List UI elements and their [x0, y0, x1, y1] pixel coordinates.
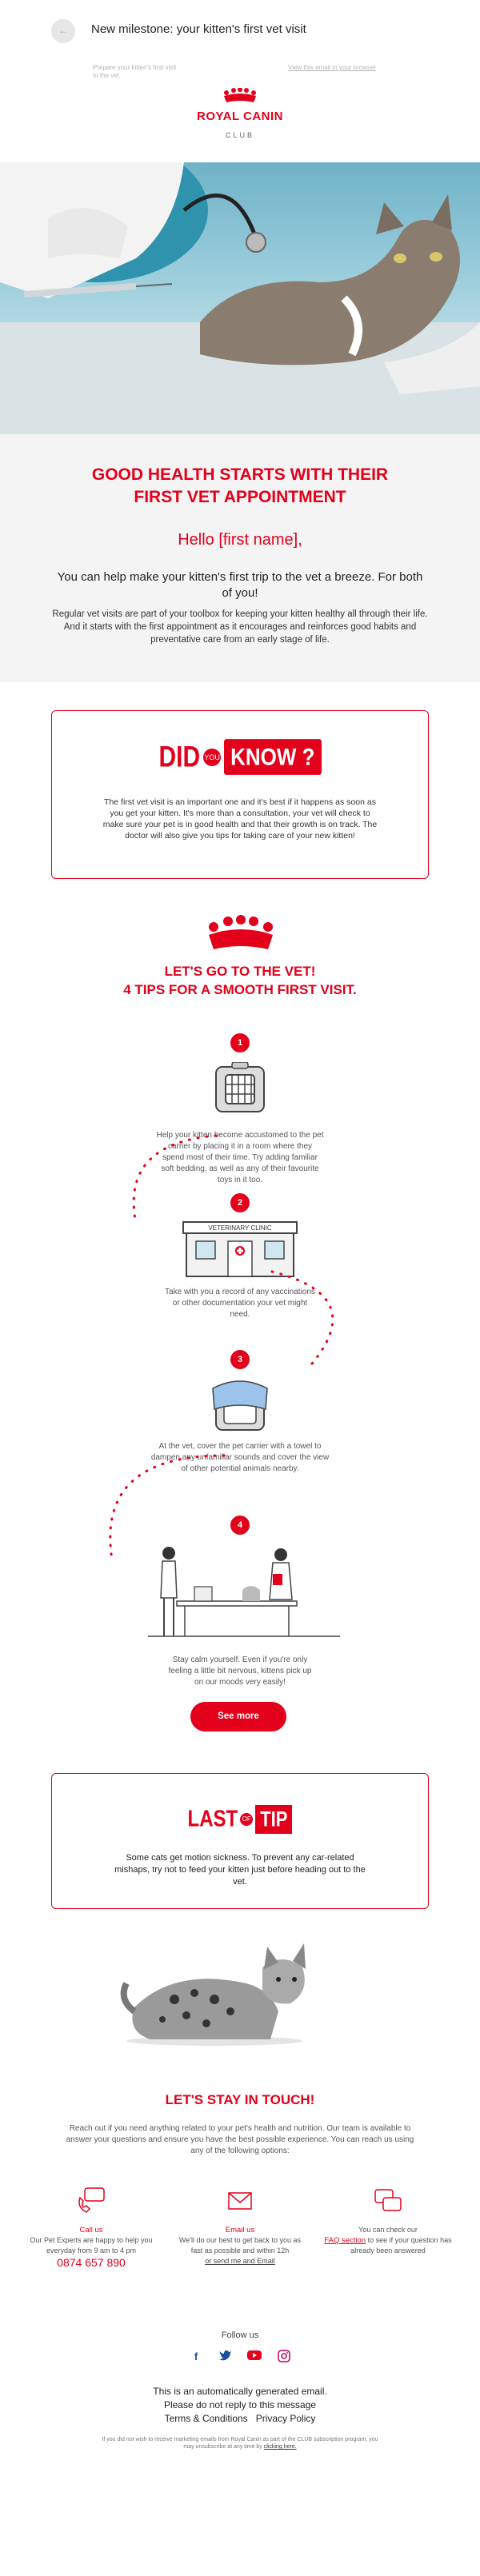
footer-line1: This is an automatically generated email. [153, 2386, 327, 2397]
stay-in-touch-title: LET'S STAY IN TOUCH! [165, 2092, 315, 2107]
pet-carrier-icon [214, 1062, 266, 1116]
last-tip-title [52, 1807, 428, 1831]
phone-number[interactable]: 0874 657 890 [57, 2256, 126, 2269]
did-you-know-title [52, 741, 428, 773]
contact-email [176, 2187, 304, 2266]
logo-club: CLUB [225, 131, 254, 139]
clinic-sign: VETERINARY CLINIC [208, 1224, 272, 1232]
tips-title [0, 962, 480, 999]
tips-title-line2: 4 TIPS FOR A SMOOTH FIRST VISIT. [123, 982, 357, 997]
footer-line2: Please do not reply to this message [163, 2399, 317, 2410]
faq-link[interactable]: FAQ section [324, 2236, 366, 2245]
send-email-link[interactable]: or send me and Email [205, 2257, 275, 2265]
privacy-link[interactable]: Privacy Policy [255, 2413, 316, 2424]
email-icon [224, 2187, 256, 2215]
tip-1-number: 1 [230, 1033, 250, 1052]
dyk-know: KNOW ? [224, 739, 321, 775]
crown-icon [204, 914, 278, 954]
crown-icon [220, 88, 260, 106]
intro-section [0, 434, 480, 682]
vet-visit-illustration [148, 1542, 340, 1646]
preheader-text: Prepare your kitten's first visit to the vet. [93, 64, 177, 79]
stay-in-touch-text: Reach out if you need anything related to your pet's health and nutrition. Our team is available to answer your questions and ensure you have the best possible experience. You can reach us using any of the following options: [66, 2124, 414, 2155]
contact-call [24, 2187, 158, 2268]
royal-canin-logo[interactable] [0, 88, 480, 139]
follow-us-label: Follow us [221, 2330, 259, 2340]
greeting: Hello [first name], [178, 531, 302, 549]
intro-heading: GOOD HEALTH STARTS WITH THEIR FIRST VET APPOINTMENT [91, 465, 389, 506]
last-tip-box [51, 1773, 429, 1909]
social-links [189, 2350, 291, 2366]
faq-chat-icon [372, 2187, 404, 2215]
facebook-icon[interactable]: f [194, 2350, 198, 2362]
footer-links [0, 2412, 480, 2426]
instagram-icon[interactable] [277, 2350, 291, 2364]
contact-faq [324, 2187, 452, 2256]
lt-of: OF [240, 1813, 253, 1826]
tip-4-number: 4 [230, 1516, 250, 1535]
faq-post-text: to see if your question has already been answered [350, 2236, 452, 2254]
intro-body: Regular vet visits are part of your toolbox for keeping your kitten healthy all through their life. And it starts with the first appointment as it encourages and reinforces good habits and preventative care from an early stage of life. [52, 609, 428, 645]
dotted-path [264, 1264, 360, 1376]
tip-2-text: Take with you a record of any vaccinations or other documentation your vet might need. [165, 1288, 315, 1319]
lt-tip: TIP [255, 1805, 292, 1834]
unsubscribe-link[interactable]: clicking here. [263, 2444, 297, 2450]
faq-pre-text: You can check our [358, 2226, 418, 2234]
did-you-know-text: The first vet visit is an important one and it's best if it happens as soon as you get your kitten. It's more than a consultation, your vet will check to make sure your pet is in good health and that their growth is on track. The doctor will also give you tips for taking care of your new kitten! [102, 797, 378, 841]
see-more-button[interactable]: See more [190, 1702, 286, 1731]
email-us-label[interactable]: Email us [225, 2226, 255, 2235]
unsubscribe-pre: If you did not wish to receive marketing emails from Royal Canin as part of the CLUB subscription program, you may unsubscribe at any time by [102, 2437, 378, 2450]
lt-last: LAST [187, 1806, 238, 1832]
back-arrow-icon: ← [58, 25, 68, 36]
dyk-you: YOU [203, 749, 221, 766]
email-header [0, 0, 480, 62]
dyk-did: DID [158, 740, 201, 773]
email-us-text: We'll do our best to get back to you as fast as possible and within 12h [178, 2236, 302, 2254]
last-tip-text: Some cats get motion sickness. To prevent any car-related mishaps, try not to feed your kitten just before heading out to the vet. [114, 1853, 366, 1887]
tip-3-number: 3 [230, 1350, 250, 1369]
footer [0, 2385, 480, 2426]
terms-link[interactable]: Terms & Conditions [164, 2413, 248, 2424]
did-you-know-box [51, 710, 429, 879]
twitter-icon[interactable] [218, 2350, 233, 2364]
youtube-icon[interactable] [247, 2350, 262, 2364]
bengal-kitten-image [118, 1935, 320, 2047]
hero-image-vet-kitten [0, 162, 480, 434]
phone-chat-icon [75, 2187, 107, 2215]
logo-brand: ROYAL CANIN [196, 110, 284, 123]
unsubscribe-text [96, 2436, 384, 2450]
tip-4-text: Stay calm yourself. Even if you're only feeling a little bit nervous, kittens pick up on our moods very easily! [168, 1655, 312, 1687]
tips-title-line1: LET'S GO TO THE VET! [164, 964, 316, 979]
covered-carrier-icon [210, 1377, 270, 1435]
tip-3-text: At the vet, cover the pet carrier with a towel to dampen any unfamiliar sounds and cover the view of other potential animals nearby. [150, 1442, 330, 1473]
call-us-label[interactable]: Call us [79, 2226, 103, 2235]
email-subject: New milestone: your kitten's first vet visit [91, 22, 306, 36]
view-in-browser-link[interactable]: View this email in your browser [288, 64, 377, 71]
tip-2-number: 2 [230, 1193, 250, 1212]
intro-lead: You can help make your kitten's first trip to the vet a breeze. For both of you! [57, 570, 423, 600]
sender-avatar[interactable] [51, 19, 75, 43]
tip-1-text: Help your kitten become accustomed to the pet carrier by placing it in a room where they spend most of their time. Try adding familiar soft bedding, as well as any of their favourite toys in it too. [156, 1131, 324, 1184]
call-us-text: Our Pet Experts are happy to help you everyday from 9 am to 4 pm [30, 2236, 153, 2254]
